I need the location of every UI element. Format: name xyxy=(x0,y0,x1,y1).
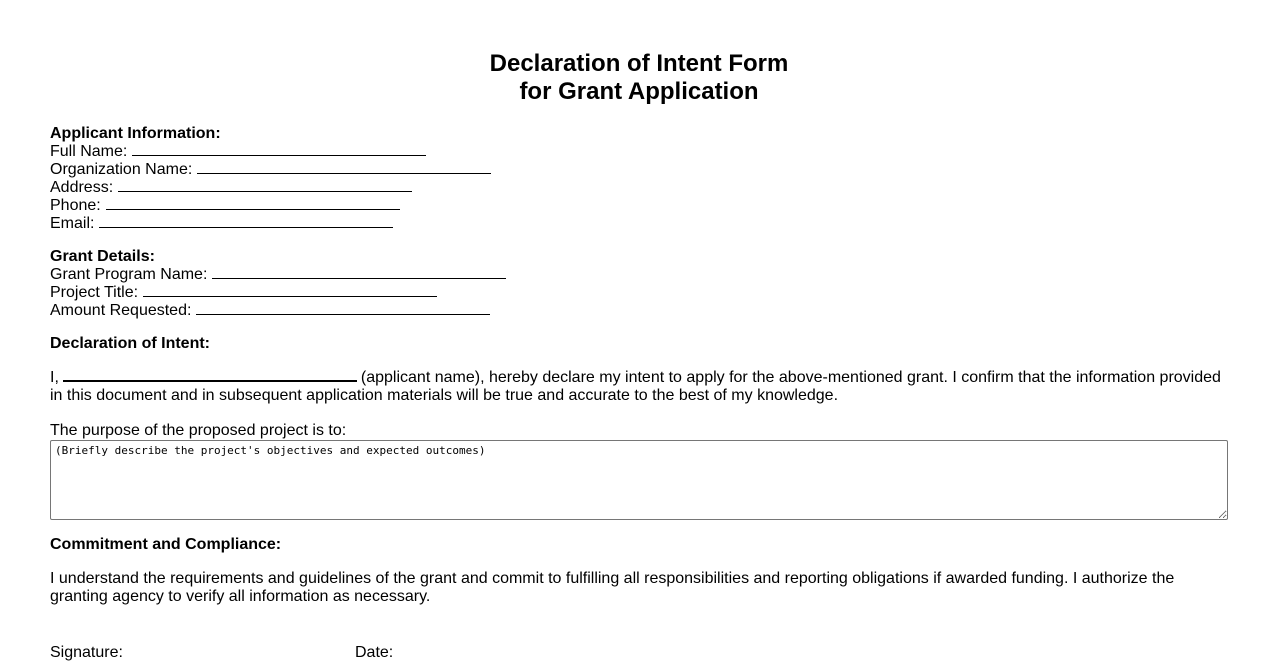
project-title-row xyxy=(50,284,1230,302)
declaration-heading: Declaration of Intent: xyxy=(50,335,211,352)
title-line-1: Declaration of Intent Form xyxy=(489,50,789,77)
form-body xyxy=(50,125,1230,606)
declaration-text: (applicant name), hereby declare my intent to apply for the above-mentioned grant. I confirm that the information provided in this document and in subsequent application materials will be true and accurate to the best of my knowledge. xyxy=(50,369,1221,404)
full-name-row xyxy=(50,143,1230,161)
form-title xyxy=(0,50,1278,106)
phone-row xyxy=(50,197,1230,215)
applicant-name-blank[interactable] xyxy=(63,379,357,382)
address-blank[interactable] xyxy=(118,190,412,192)
program-blank[interactable] xyxy=(212,277,506,279)
applicant-heading: Applicant Information: xyxy=(50,125,221,142)
phone-label: Phone: xyxy=(50,197,101,214)
address-label: Address: xyxy=(50,179,114,196)
project-title-label: Project Title: xyxy=(50,284,139,301)
email-label: Email: xyxy=(50,215,95,232)
purpose-label: The purpose of the proposed project is to: xyxy=(50,422,347,439)
full-name-label: Full Name: xyxy=(50,143,128,160)
address-row xyxy=(50,179,1230,197)
purpose-textarea[interactable] xyxy=(50,440,1228,520)
declaration-section xyxy=(50,335,1230,520)
email-row xyxy=(50,215,1230,233)
organization-label: Organization Name: xyxy=(50,161,193,178)
project-title-blank[interactable] xyxy=(143,295,437,297)
signature-label: Signature: xyxy=(50,644,123,661)
amount-label: Amount Requested: xyxy=(50,302,192,319)
commitment-heading: Commitment and Compliance: xyxy=(50,536,282,553)
phone-blank[interactable] xyxy=(106,208,400,210)
declaration-paragraph xyxy=(50,369,1230,405)
applicant-section xyxy=(50,125,1230,233)
date-label: Date: xyxy=(355,644,394,661)
grant-section xyxy=(50,248,1230,320)
email-blank[interactable] xyxy=(99,226,393,228)
amount-row xyxy=(50,302,1230,320)
title-line-2: for Grant Application xyxy=(519,78,759,105)
signature-row xyxy=(50,644,394,662)
organization-row xyxy=(50,161,1230,179)
commitment-section xyxy=(50,536,1230,606)
program-label: Grant Program Name: xyxy=(50,266,208,283)
amount-blank[interactable] xyxy=(196,313,490,315)
declaration-prefix: I, xyxy=(50,369,59,386)
organization-blank[interactable] xyxy=(197,172,491,174)
grant-heading: Grant Details: xyxy=(50,248,155,265)
full-name-blank[interactable] xyxy=(132,154,426,156)
commitment-paragraph: I understand the requirements and guidelines of the grant and commit to fulfilling all responsibilities and reporting obligations if awarded funding. I authorize the granting agency to verify all information as necessary. xyxy=(50,570,1175,605)
program-row xyxy=(50,266,1230,284)
